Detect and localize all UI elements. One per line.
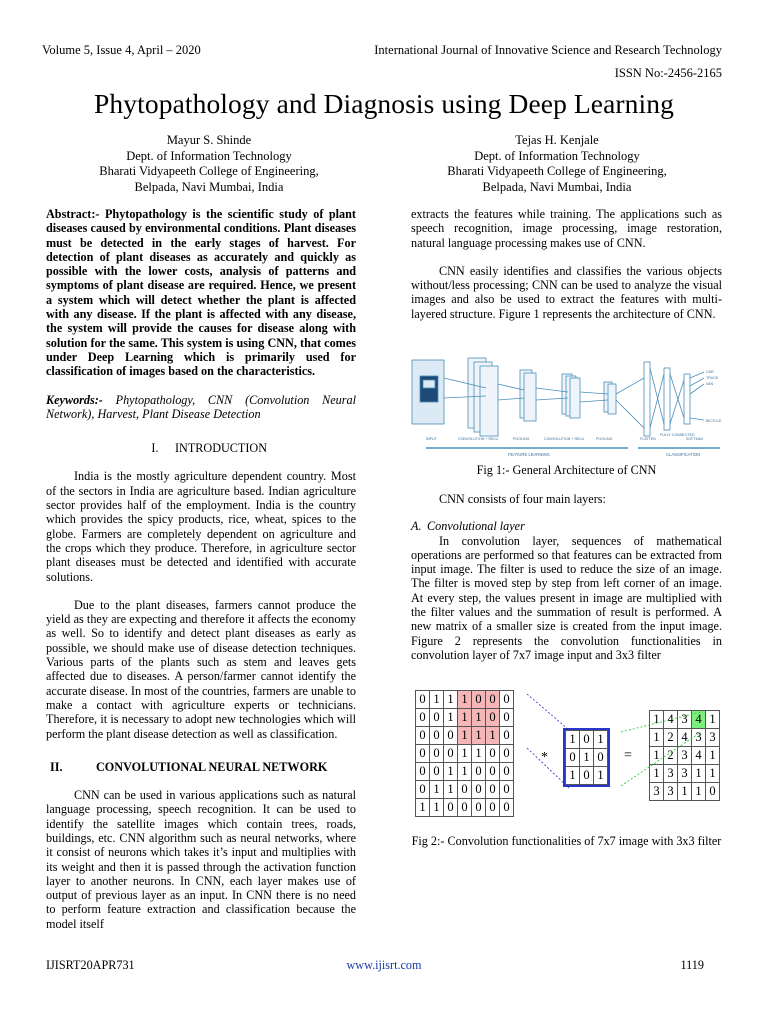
- input-cell: 0: [416, 781, 430, 799]
- fig1-label-feature-learning: FEATURE LEARNING: [508, 452, 550, 457]
- input-cell: 1: [472, 745, 486, 763]
- fig1-class-van: VAN: [706, 382, 714, 386]
- author-location: Belpada, Navi Mumbai, India: [482, 179, 632, 194]
- input-cell: 0: [500, 709, 514, 727]
- input-cell: 0: [486, 691, 500, 709]
- abstract: [46, 207, 356, 379]
- kernel-cell: 1: [566, 767, 580, 785]
- output-cell: 1: [706, 747, 720, 765]
- multiply-operator: *: [541, 750, 548, 765]
- convolution-figure: [411, 688, 727, 828]
- input-cell: 1: [430, 691, 444, 709]
- input-cell: 1: [486, 727, 500, 745]
- input-cell: 0: [416, 691, 430, 709]
- section-number: I.: [151, 441, 159, 456]
- output-cell: 3: [664, 783, 678, 801]
- fig1-label-pool2: POOLING: [596, 437, 613, 441]
- fig1-label-pool1: POOLING: [513, 437, 530, 441]
- output-cell: 1: [692, 765, 706, 783]
- footer-website-link[interactable]: www.ijisrt.com: [346, 958, 422, 972]
- input-cell: 0: [430, 727, 444, 745]
- output-cell: 1: [706, 765, 720, 783]
- section-number: II.: [50, 759, 63, 774]
- section-title: INTRODUCTION: [174, 441, 268, 456]
- figure-1-caption: Fig 1:- General Architecture of CNN: [476, 463, 657, 477]
- output-cell: 4: [692, 711, 706, 729]
- left-column: [46, 207, 356, 931]
- author-name: Tejas H. Kenjale: [515, 133, 599, 147]
- author-college: Bharati Vidyapeeth College of Engineering,: [447, 164, 667, 178]
- output-cell: 1: [650, 765, 664, 783]
- input-cell: 0: [444, 745, 458, 763]
- input-cell: 1: [458, 745, 472, 763]
- input-cell: 1: [458, 691, 472, 709]
- output-cell: 1: [706, 711, 720, 729]
- input-cell: 1: [430, 799, 444, 817]
- input-cell: 1: [416, 799, 430, 817]
- input-cell: 0: [486, 709, 500, 727]
- kernel-cell: 0: [580, 731, 594, 749]
- kernel-cell: 0: [566, 749, 580, 767]
- kernel-cell: 1: [580, 749, 594, 767]
- section-heading-introduction: [46, 441, 356, 455]
- keywords-label: Keywords:-: [46, 392, 103, 407]
- author-location: Belpada, Navi Mumbai, India: [134, 179, 284, 194]
- section-title: CONVOLUTIONAL NEURAL NETWORK: [96, 759, 328, 774]
- output-cell: 1: [650, 729, 664, 747]
- figure-2-caption: Fig 2:- Convolution functionalities of 7x7 image with 3x3 filter: [411, 834, 722, 848]
- output-cell: 1: [650, 711, 664, 729]
- fig1-label-flatten: FLATTEN: [640, 437, 656, 441]
- subsection-heading-convolutional-layer: [411, 519, 722, 533]
- input-cell: 0: [458, 799, 472, 817]
- cnn-paragraph-2: CNN easily identifies and classifies the various objects without/less processing; CNN can be used to analyze the visual images and also be used to extract the features with multi-layered structure. Figure 1 represents the architecture of CNN.: [411, 263, 722, 321]
- fig1-label-input: INPUT: [426, 437, 437, 441]
- input-cell: 0: [472, 781, 486, 799]
- keywords-text: Phytopathology, CNN (Convolution Neural Network), Harvest, Plant Disease Detection: [46, 392, 356, 421]
- output-cell: 4: [692, 747, 706, 765]
- fig1-label-conv1: CONVOLUTION + RELU: [458, 437, 499, 441]
- journal-name: International Journal of Innovative Science and Research Technology: [374, 43, 722, 57]
- input-cell: 0: [416, 727, 430, 745]
- input-cell: 1: [458, 727, 472, 745]
- input-cell: 0: [416, 709, 430, 727]
- kernel-cell: 1: [594, 731, 608, 749]
- input-cell: 1: [444, 691, 458, 709]
- abstract-text: Phytopathology is the scientific study of plant diseases caused by environmental conditions. Plant diseases must be detected in the early stages of harvest. For detection of plant diseases as accurately and quickly as possible with the lower costs, analysis of patterns and symptoms of plant disease are required. Hence, we present a system which will detect whether the plant is affected with any disease. If the plant is affected with any disease, the system will provide the causes for disease along with solution for the same. This system is using CNN, that comes under Deep Learning which is primarily used for classification of images based on the characteristics.: [46, 207, 356, 379]
- kernel-cell: 1: [566, 731, 580, 749]
- kernel-cell: 0: [580, 767, 594, 785]
- input-cell: 1: [444, 709, 458, 727]
- input-cell: 0: [430, 763, 444, 781]
- author-name: Mayur S. Shinde: [166, 133, 252, 147]
- input-cell: 0: [416, 763, 430, 781]
- input-cell: 0: [444, 799, 458, 817]
- right-column-top: [411, 207, 722, 321]
- author-1: [74, 133, 344, 195]
- output-cell: 2: [664, 729, 678, 747]
- fig1-class-car: CAR: [706, 370, 714, 374]
- input-cell: 0: [444, 727, 458, 745]
- output-cell: 2: [664, 747, 678, 765]
- kernel-cell: 0: [594, 749, 608, 767]
- output-cell: 3: [678, 765, 692, 783]
- input-cell: 0: [472, 763, 486, 781]
- cnn-paragraph-1-continued: extracts the features while training. The applications such as speech recognition, image processing, image restoration, natural language processing makes use of CNN.: [411, 207, 722, 250]
- input-cell: 0: [500, 745, 514, 763]
- equals-operator: =: [624, 748, 632, 763]
- output-cell: 3: [650, 783, 664, 801]
- input-cell: 0: [430, 745, 444, 763]
- fig1-label-softmax: SOFTMAX: [686, 437, 704, 441]
- issn: ISSN No:-2456-2165: [614, 66, 722, 80]
- output-cell: 3: [664, 765, 678, 783]
- convolutional-layer-paragraph: In convolution layer, sequences of mathematical operations are performed so that features can be extracted from input image. The filter is used to reduce the size of an image. The filter is moved step by step from left corner of an image. At every step, the values present in image are multiplied with the filter values and the summation of result is performed. A new matrix of a smaller size is created from the input image. Figure 2 represents the convolution functionalities in convolution layer of 7x7 image input and 3x3 filter: [411, 533, 722, 662]
- input-cell: 1: [444, 763, 458, 781]
- cnn-paragraph-1: CNN can be used in various applications such as natural language processing, speech recognition. It can be used to identify the satellite images which contain trees, roads, buildings, etc. CNN algorithm such as neural networks, where it consist of neurons which takes it’s input and multiplies with its weight and then it is passed through the activation function layer to another neurons. In CNN, each layer makes use of output of previous layer as an input. In CNN there is no need to perform feature extraction and classification because the model itself: [46, 788, 356, 931]
- cnn-architecture-figure: [408, 338, 724, 466]
- input-cell: 1: [430, 781, 444, 799]
- keywords: [46, 393, 356, 422]
- input-cell: 0: [486, 745, 500, 763]
- input-cell: 0: [500, 727, 514, 745]
- subsection-label: A.: [411, 519, 422, 534]
- input-cell: 0: [472, 691, 486, 709]
- author-dept: Dept. of Information Technology: [126, 148, 292, 163]
- footer-paper-id: IJISRT20APR731: [46, 958, 135, 972]
- output-cell: 1: [692, 783, 706, 801]
- input-cell: 0: [500, 691, 514, 709]
- section-heading-cnn: [46, 760, 356, 774]
- paper-title: Phytopathology and Diagnosis using Deep Learning: [94, 88, 674, 119]
- output-cell: 1: [650, 747, 664, 765]
- input-cell: 1: [458, 709, 472, 727]
- input-cell: 0: [500, 799, 514, 817]
- fig1-label-fc: FULLY CONNECTED: [660, 433, 695, 437]
- input-cell: 0: [430, 709, 444, 727]
- intro-paragraph-1: India is the mostly agriculture dependent country. Most of the sectors in India are agriculture based. Indian agriculture sector provides half of the employment. India is the country which provides the spicy products, rice, wheat, spices to the globe. Farmers are completely dependent on agriculture and the crops which they produce. Therefore, in agriculture sector plant diseases must be detected and identified with accurate solutions.: [46, 469, 356, 584]
- fig1-class-bicycle: BICYCLE: [706, 419, 722, 423]
- input-cell: 0: [486, 763, 500, 781]
- output-cell: 4: [678, 729, 692, 747]
- fig1-class-truck: TRUCK: [706, 376, 719, 380]
- output-cell: 4: [664, 711, 678, 729]
- author-dept: Dept. of Information Technology: [474, 148, 640, 163]
- input-cell: 0: [500, 781, 514, 799]
- input-cell: 1: [444, 781, 458, 799]
- output-cell: 3: [706, 729, 720, 747]
- input-cell: 1: [458, 763, 472, 781]
- kernel-cell: 1: [594, 767, 608, 785]
- fig1-label-classification: CLASSIFICATION: [666, 452, 701, 457]
- intro-paragraph-2: Due to the plant diseases, farmers cannot produce the yield as they are expecting and therefore it affects the economy as well. So to identify and detect plant diseases as early as possible, we should make use of disease detection techniques. Various parts of the plants such as stem and leaves gets affected due to diseases. A person/farmer cannot identify the accurate disease. In most of the countries, farmers are unable to make a contact with agriculture experts or technicians. Therefore, it is necessary to adopt new technologies which will perform the plant disease detection as well as classification.: [46, 597, 356, 741]
- input-cell: 0: [472, 799, 486, 817]
- input-cell: 1: [472, 727, 486, 745]
- input-cell: 0: [486, 799, 500, 817]
- fig1-label-conv2: CONVOLUTION + RELU: [544, 437, 585, 441]
- volume-info: Volume 5, Issue 4, April – 2020: [42, 43, 201, 57]
- convolution-guide-lines: [411, 688, 727, 828]
- right-column-bottom: [411, 492, 722, 662]
- abstract-label: Abstract:-: [46, 207, 100, 221]
- input-cell: 0: [486, 781, 500, 799]
- input-cell: 0: [416, 745, 430, 763]
- output-cell: 1: [678, 783, 692, 801]
- author-college: Bharati Vidyapeeth College of Engineering,: [99, 164, 319, 178]
- output-cell: 3: [678, 747, 692, 765]
- output-cell: 0: [706, 783, 720, 801]
- cnn-layers-intro: CNN consists of four main layers:: [439, 492, 606, 506]
- author-2: [422, 133, 692, 195]
- output-cell: 3: [678, 711, 692, 729]
- subsection-title: Convolutional layer: [427, 519, 525, 534]
- output-cell: 3: [692, 729, 706, 747]
- input-cell: 0: [500, 763, 514, 781]
- input-cell: 0: [458, 781, 472, 799]
- input-cell: 1: [472, 709, 486, 727]
- footer-page-number: 1119: [680, 958, 704, 972]
